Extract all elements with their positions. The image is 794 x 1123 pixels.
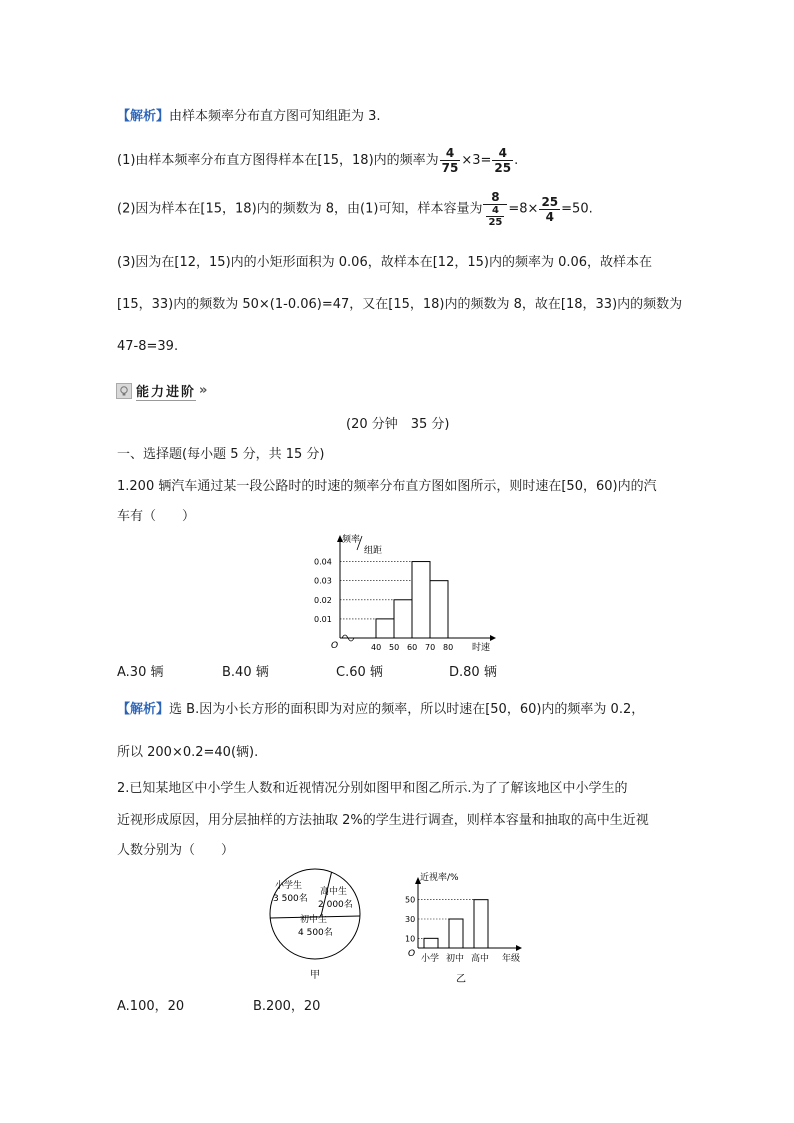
q1-analysis-line-1: [117, 701, 644, 719]
q1-option-a[interactable]: A.30 辆: [117, 665, 164, 680]
origin-label: O: [408, 949, 416, 959]
pie-slice-value: 3 500名: [273, 894, 308, 904]
x-tick-label: 70: [425, 643, 436, 652]
part-2-mid: =8×: [508, 201, 539, 217]
q2-option-b[interactable]: B.200，20: [253, 999, 321, 1014]
histogram-chart: [310, 532, 510, 654]
x-tick-label: 小学: [421, 954, 440, 964]
q1-option-d[interactable]: D.80 辆: [449, 665, 497, 680]
section-header: [116, 380, 207, 398]
part-1-mid: ×3=: [461, 153, 492, 168]
fraction-denominator: 75: [441, 161, 459, 175]
bar-caption: 乙: [456, 974, 466, 985]
analysis-part-3-line-1: (3)因为在[12，15)内的小矩形面积为 0.06，故样本在[12，15)内的频率为 0.06，故样本在: [117, 255, 653, 270]
pie-chart-jia: [265, 866, 375, 988]
lightbulb-icon: [116, 383, 132, 399]
q1-option-b[interactable]: B.40 辆: [222, 665, 269, 680]
fraction-4-75: [440, 146, 461, 175]
x-axis-arrow: [490, 635, 496, 641]
inner-numerator: 4: [486, 205, 504, 217]
y-tick-label: 0.01: [314, 614, 332, 624]
fraction-numerator: 4: [440, 146, 461, 161]
y-tick-label: 0.03: [314, 576, 332, 586]
x-tick-label: 初中: [446, 954, 465, 964]
x-tick-label: 60: [407, 643, 418, 652]
x-axis-label: 年级: [502, 954, 521, 964]
analysis-tag: 【解析】: [117, 702, 170, 717]
pie-plot: [270, 869, 360, 981]
pie-slice-value: 4 500名: [298, 928, 333, 938]
myopia-plot: [405, 872, 522, 985]
y-tick-label: 0.02: [314, 595, 332, 605]
pie-caption: 甲: [310, 970, 320, 981]
q1-analysis-line-2: 所以 200×0.2=40(辆).: [117, 745, 259, 760]
part-2-end: =50.: [561, 201, 593, 217]
x-axis-arrow: [516, 945, 522, 951]
inner-denominator: 25: [488, 217, 503, 228]
myopia-bar-chart-yi: [398, 872, 534, 988]
histogram-bar: [394, 600, 412, 638]
q1-analysis-text: 选 B.因为小长方形的面积即为对应的频率，所以时速在[50，60)内的频率为 0.2，: [169, 702, 645, 717]
analysis-intro: [117, 108, 381, 126]
part-1-end: .: [514, 153, 519, 168]
histogram-plot: [314, 533, 496, 653]
analysis-part-2: [117, 190, 593, 228]
y-tick-label: 30: [405, 915, 416, 924]
x-tick-label: 80: [443, 643, 454, 652]
pie-slice-value: 2 000名: [318, 900, 353, 910]
fraction-denominator: 25: [494, 161, 512, 175]
q1-option-c[interactable]: C.60 辆: [336, 665, 383, 680]
x-axis-label: 时速: [472, 643, 491, 653]
question-2-line-2: 近视形成原因，用分层抽样的方法抽取 2%的学生进行调查，则样本容量和抽取的高中生近视: [117, 813, 649, 828]
y-label-bottom: 组距: [364, 546, 383, 556]
fraction-denominator: [483, 205, 507, 228]
time-info: (20 分钟 35 分): [346, 417, 450, 432]
myopia-bar: [424, 938, 438, 948]
q2-option-a[interactable]: A.100，20: [117, 999, 185, 1014]
y-tick-label: 0.04: [314, 557, 332, 567]
section-title: 能力进阶: [136, 385, 197, 400]
fraction-denominator: 4: [545, 209, 554, 224]
compound-fraction: [483, 190, 507, 228]
origin-label: O: [331, 641, 339, 651]
histogram-bar: [376, 619, 394, 638]
double-arrow-icon: »: [199, 383, 208, 398]
analysis-intro-text: 由样本频率分布直方图可知组距为 3.: [169, 109, 381, 124]
analysis-part-3-line-3: 47-8=39.: [117, 339, 179, 354]
pie-slice-label: 初中生: [300, 915, 328, 925]
fraction-numerator: 4: [492, 146, 513, 161]
pie-slice-label: 小学生: [275, 881, 303, 891]
pie-slice-label: 高中生: [320, 887, 348, 897]
question-1-line-2: 车有（ ）: [117, 509, 196, 524]
part-heading: 一、选择题(每小题 5 分，共 15 分): [117, 447, 325, 462]
analysis-part-1: [117, 146, 518, 175]
histogram-bar: [412, 562, 430, 638]
fraction-4-25: [492, 146, 513, 175]
part-1-text: (1)由样本频率分布直方图得样本在[15，18)内的频率为: [117, 153, 439, 168]
histogram-bar: [430, 581, 448, 638]
fraction-numerator: 8: [483, 190, 507, 205]
x-tick-label: 高中: [471, 954, 490, 964]
analysis-tag: 【解析】: [117, 109, 170, 124]
y-axis-label: 近视率/%: [420, 873, 459, 883]
question-1-line-1: 1.200 辆汽车通过某一段公路时的时速的频率分布直方图如图所示，则时速在[50，60)内的汽: [117, 479, 657, 494]
myopia-bar: [474, 900, 488, 948]
y-tick-label: 50: [405, 895, 416, 905]
myopia-bar: [449, 919, 463, 948]
fraction-25-4: [539, 195, 560, 224]
fraction-numerator: 25: [541, 194, 559, 209]
inner-fraction: [486, 205, 504, 228]
x-tick-label: 40: [371, 643, 382, 652]
x-tick-label: 50: [389, 643, 400, 652]
question-2-line-3: 人数分别为（ ）: [117, 843, 235, 858]
y-label-top: 频率: [342, 535, 361, 545]
analysis-part-3-line-2: [15，33)内的频数为 50×(1-0.06)=47，又在[15，18)内的频数为 8，故在[18，33)内的频数为: [117, 297, 683, 312]
part-2-text: (2)因为样本在[15，18)内的频数为 8，由(1)可知，样本容量为: [117, 201, 483, 217]
y-tick-label: 10: [405, 934, 416, 944]
question-2-line-1: 2.已知某地区中小学生人数和近视情况分别如图甲和图乙所示.为了了解该地区中小学生的: [117, 781, 628, 796]
